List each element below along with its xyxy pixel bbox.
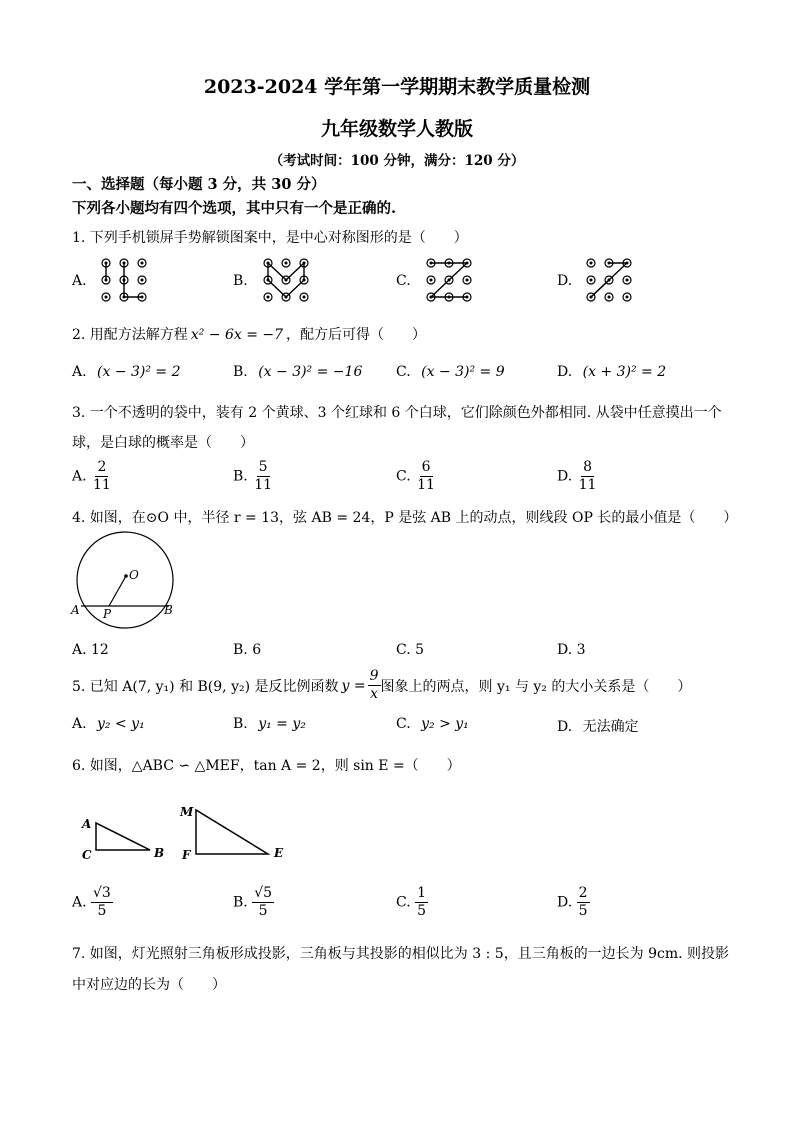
q5-text-post: 图象上的两点，则 y₁ 与 y₂ 的大小关系是（ ） bbox=[380, 678, 692, 695]
q2-option-c-expr: (x − 3)² = 9 bbox=[421, 364, 505, 380]
question-2-text bbox=[72, 324, 426, 344]
q4-circle-figure bbox=[68, 530, 180, 630]
segment-op bbox=[109, 576, 126, 606]
question-7-line2: 中对应边的长为（ ） bbox=[72, 977, 226, 993]
q5-text-pre: 5. 已知 A(7, y₁) 和 B(9, y₂) 是反比例函数 bbox=[72, 678, 339, 695]
q2-option-c-label: C. bbox=[396, 364, 411, 380]
label-c: C bbox=[82, 848, 92, 862]
exam-subtitle: 九年级数学人教版 bbox=[320, 118, 473, 140]
q2-option-a-label: A. bbox=[72, 364, 87, 380]
q5-option-c-label: C. bbox=[396, 716, 411, 732]
exam-title: 2023-2024 学年第一学期期末教学质量检测 bbox=[203, 76, 591, 98]
q6-option-b-fraction: $\frac{√5}{5}$ bbox=[254, 885, 273, 919]
q6-option-b bbox=[233, 885, 274, 920]
q6-option-c-fraction: $\frac{1}{5}$ bbox=[417, 885, 427, 919]
q2-text-post: ，配方后可得（ ） bbox=[286, 327, 427, 343]
q6-option-c bbox=[396, 885, 428, 920]
q4-option-b: B. 6 bbox=[233, 642, 262, 658]
q6-option-b-label: B. bbox=[233, 894, 248, 911]
q1-pattern-b bbox=[260, 255, 310, 305]
q2-option-d bbox=[557, 364, 666, 380]
q4-option-c: C. 5 bbox=[396, 642, 425, 658]
label-p: P bbox=[103, 607, 112, 621]
q5-option-c-expr: y₂ > y₁ bbox=[421, 716, 469, 732]
q5-option-b bbox=[233, 716, 306, 732]
q5-option-a-label: A. bbox=[72, 716, 87, 732]
q1-pattern-d bbox=[583, 255, 633, 305]
question-5-text bbox=[72, 668, 691, 703]
q2-equation: x² − 6x = −7 bbox=[190, 327, 284, 343]
question-7-line1: 7. 如图，灯光照射三角板形成投影，三角板与其投影的相似比为 3 : 5，且三角板的一边长为 9cm. 则投影 bbox=[72, 946, 730, 962]
q1-option-c-label: C. bbox=[396, 273, 411, 289]
q3-option-b-label: B. bbox=[233, 468, 248, 485]
label-f: F bbox=[182, 848, 191, 862]
q3-option-c bbox=[396, 459, 437, 494]
q2-option-b-expr: (x − 3)² = −16 bbox=[258, 364, 363, 380]
label-a: A bbox=[71, 603, 80, 617]
triangle-abc bbox=[96, 823, 150, 850]
q5-option-b-label: B. bbox=[233, 716, 248, 732]
label-e: E bbox=[274, 846, 284, 860]
circle-o bbox=[77, 532, 173, 628]
label-a: A bbox=[82, 817, 92, 831]
question-4-text: 4. 如图，在⊙O 中，半径 r = 13，弦 AB = 24，P 是弦 AB 上的动点，则线段 OP 长的最小值是（ ） bbox=[72, 510, 738, 526]
q2-option-a-expr: (x − 3)² = 2 bbox=[97, 364, 181, 380]
q5-func-fraction: $\frac{9}{x}$ bbox=[369, 668, 379, 702]
q6-option-d-label: D. bbox=[557, 894, 573, 911]
q6-option-d-fraction: $\frac{2}{5}$ bbox=[578, 885, 588, 919]
label-o: O bbox=[129, 568, 139, 582]
q1-option-d-label: D. bbox=[557, 273, 573, 289]
q3-option-a-fraction: $\frac{2}{11}$ bbox=[93, 459, 111, 493]
q5-option-d-expr: 无法确定 bbox=[582, 719, 639, 735]
q3-option-b bbox=[233, 459, 274, 494]
q1-option-b-label: B. bbox=[233, 273, 248, 289]
q2-option-c bbox=[396, 364, 505, 380]
q6-option-a-label: A. bbox=[72, 894, 87, 911]
label-b: B bbox=[154, 846, 165, 860]
center-point bbox=[124, 574, 128, 578]
question-1-text: 1. 下列手机锁屏手势解锁图案中，是中心对称图形的是（ ） bbox=[72, 230, 468, 246]
q2-option-d-expr: (x + 3)² = 2 bbox=[582, 364, 667, 380]
q6-option-c-label: C. bbox=[396, 894, 411, 911]
label-m: M bbox=[180, 805, 194, 819]
q1-pattern-a bbox=[98, 255, 148, 305]
q1-pattern-c bbox=[423, 255, 473, 305]
q6-option-a-fraction: $\frac{√3}{5}$ bbox=[93, 885, 111, 919]
section-instruction: 下列各小题均有四个选项，其中只有一个是正确的. bbox=[72, 200, 397, 217]
triangle-mef bbox=[196, 810, 268, 854]
q5-option-b-expr: y₁ = y₂ bbox=[258, 716, 306, 732]
exam-info: （考试时间：100 分钟，满分：120 分） bbox=[269, 153, 525, 169]
q2-option-d-label: D. bbox=[557, 364, 573, 380]
q3-option-b-fraction: $\frac{5}{11}$ bbox=[254, 459, 273, 493]
q6-option-d bbox=[557, 885, 590, 920]
q2-option-a bbox=[72, 364, 181, 380]
question-3-line1: 3. 一个不透明的袋中，装有 2 个黄球、3 个红球和 6 个白球，它们除颜色外都相同. 从袋中任意摸出一个 bbox=[72, 405, 722, 421]
q5-func-lhs: y = bbox=[341, 677, 366, 694]
q5-option-d bbox=[557, 716, 639, 736]
q4-option-a: A. 12 bbox=[72, 642, 109, 658]
q3-option-c-label: C. bbox=[396, 468, 411, 485]
q2-option-b-label: B. bbox=[233, 364, 248, 380]
q3-option-d bbox=[557, 459, 598, 494]
q4-option-d: D. 3 bbox=[557, 642, 586, 658]
q6-option-a bbox=[72, 885, 113, 920]
q5-option-c bbox=[396, 716, 469, 732]
q3-option-c-fraction: $\frac{6}{11}$ bbox=[417, 459, 435, 493]
question-3-line2: 球，是白球的概率是（ ） bbox=[72, 435, 254, 451]
q5-option-a bbox=[72, 716, 145, 732]
question-6-text: 6. 如图，△ABC ∽ △MEF，tan A = 2，则 sin E =（ ） bbox=[72, 758, 461, 774]
label-b: B bbox=[164, 603, 173, 617]
q3-option-d-fraction: $\frac{8}{11}$ bbox=[578, 459, 597, 493]
q3-option-a bbox=[72, 459, 113, 494]
q6-triangles-figure bbox=[72, 800, 302, 870]
q2-option-b bbox=[233, 364, 362, 380]
q5-option-a-expr: y₂ < y₁ bbox=[97, 716, 145, 732]
q5-option-d-label: D. bbox=[557, 719, 573, 735]
section-heading: 一、选择题（每小题 3 分，共 30 分） bbox=[72, 176, 326, 193]
q1-option-a-label: A. bbox=[72, 273, 87, 289]
q3-option-a-label: A. bbox=[72, 468, 87, 485]
q2-text-pre: 2. 用配方法解方程 bbox=[72, 327, 188, 343]
q3-option-d-label: D. bbox=[557, 468, 573, 485]
